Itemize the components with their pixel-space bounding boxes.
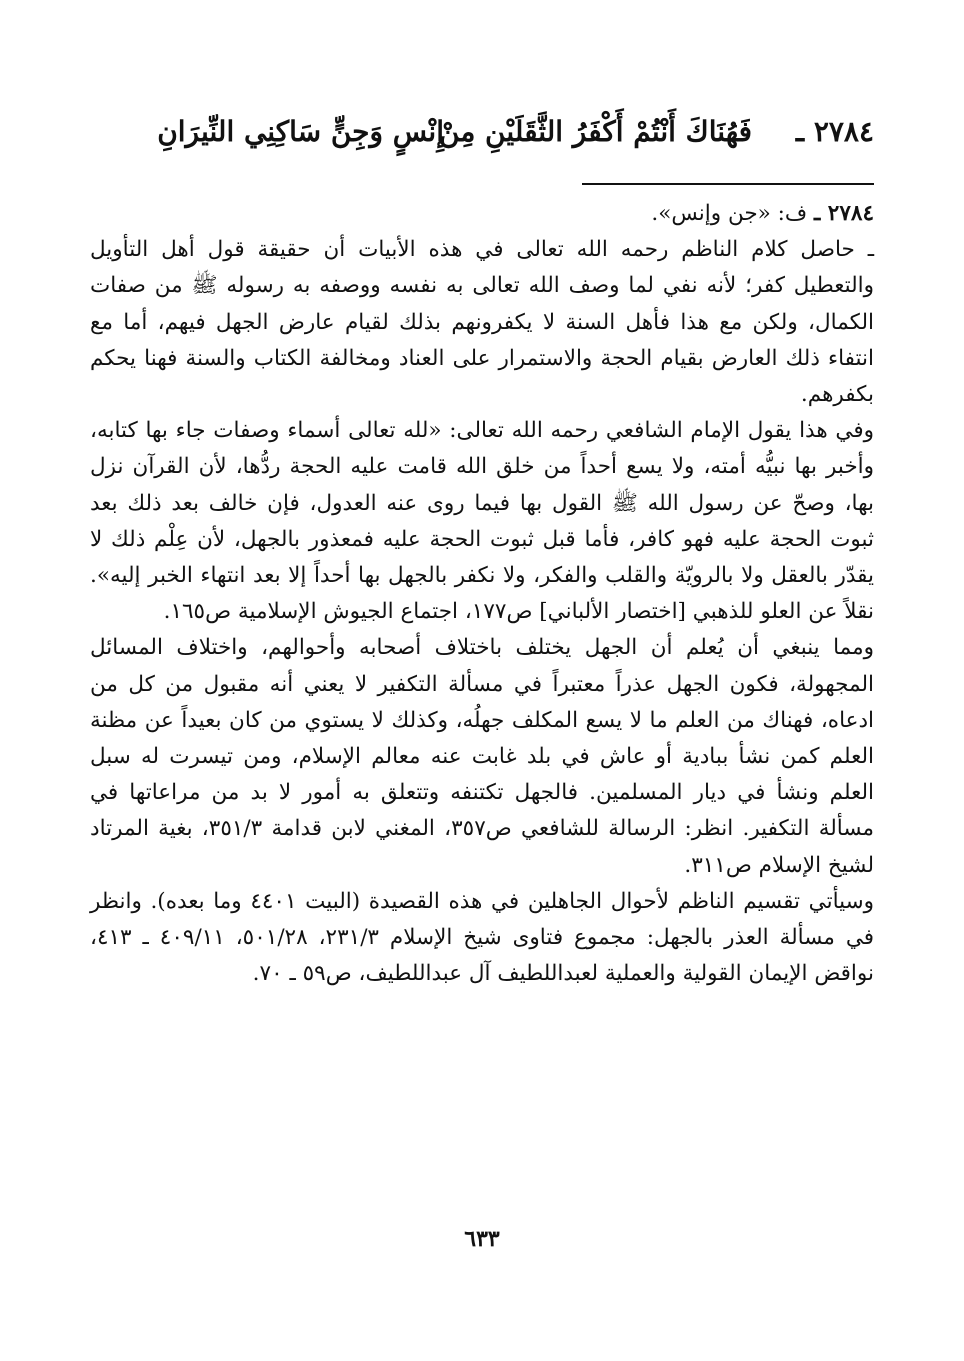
footnote-paragraph: وفي هذا يقول الإمام الشافعي رحمه الله تعالى: «لله تعالى أسماء وصفات جاء بها كتابه، وأخبر بها نبيُّه أمته، ولا يسع أحداً من خلق الله قامت عليه الحجة ردُّها، لأن القرآن نزل بها، وصحّ عن رسول الله ﷺ القول بها فيما روى عنه العدول، فإن خالف بعد ذلك بعد ثبوت الحجة عليه فهو كافر، فأما قبل ثبوت الحجة عليه فمعذور بالجهل، لأن عِلْم ذلك لا يقدّر بالعقل ولا بالرويّة والقلب والفكر، ولا نكفر بالجهل بها أحداً إلا بعد انتهاء الخبر إليه». نقلاً عن العلو للذهبي [اختصار الألباني] ص١٧٧، اجتماع الجيوش الإسلامية ص١٦٥.	[90, 418, 874, 625]
footnote-variant-reading: ف: «جن وإنس».	[651, 201, 808, 226]
footnote-paragraph: وسيأتي تقسيم الناظم لأحوال الجاهلين في هذه القصيدة (البيت ٤٤٠١ وما بعده). وانظر في مسألة العذر بالجهل: مجموع فتاوى شيخ الإسلام ٢٣١/٣، ٥٠١/٢٨، ٤٠٩/١١ ـ ٤١٣، نواقض الإيمان القولية والعملية لعبداللطيف آل عبداللطيف، ص٥٩ ـ ٧٠.	[90, 888, 875, 987]
verse-second-hemistich: إِنْسٍ وَجِنٍّ سَاكِنِي النِّيرَانِ	[157, 115, 444, 148]
footnote-heading	[90, 196, 874, 232]
verse-first-hemistich: فَهُنَاكَ أَنْتُمْ أَكْفَرُ الثَّقَلَيْنِ مِنْ	[439, 115, 752, 148]
footnote-separator	[582, 183, 874, 185]
page-number: ٦٣٣	[464, 1226, 500, 1252]
footnote-number: ٢٧٨٤ ـ	[814, 201, 874, 226]
verse-number: ٢٧٨٤ ـ	[795, 115, 874, 148]
verse-line	[80, 108, 874, 156]
footnote-paragraph: ـ حاصل كلام الناظم رحمه الله تعالى في هذه الأبيات أن حقيقة قول أهل التأويل والتعطيل كفر؛ لأنه نفي لما وصف الله تعالى به نفسه ووصفه به رسوله ﷺ من صفات الكمال، ولكن مع هذا فأهل السنة لا يكفرونهم بذلك لقيام عارض الجهل فيهم، أما مع انتفاء ذلك العارض بقيام الحجة والاستمرار على العناد ومخالفة الكتاب والسنة فهنا يحكم بكفرهم.	[90, 237, 874, 408]
footnote-paragraph: ومما ينبغي أن يُعلم أن الجهل يختلف باختلاف أصحابه وأحوالهم، واختلاف المسائل المجهولة، فكون الجهل عذراً معتبراً في مسألة التكفير لا يعني أنه مقبول من كل من ادعاه، فهناك من العلم ما لا يسع المكلف جهلُه، وكذلك لا يستوي من كان بعيداً عن مظنة العلم كمن نشأ ببادية أو عاش في بلد غابت عنه معالم الإسلام، ومن تيسرت له سبل العلم ونشأ في ديار المسلمين. فالجهل تكتنفه وتتعلق به أمور لا بد من مراعاتها في مسألة التكفير. انظر: الرسالة للشافعي ص٣٥٧، المغني لابن قدامة ٣٥١/٣، بغية المرتاد لشيخ الإسلام ص٣١١.	[90, 635, 875, 878]
footnote-block	[90, 196, 874, 992]
